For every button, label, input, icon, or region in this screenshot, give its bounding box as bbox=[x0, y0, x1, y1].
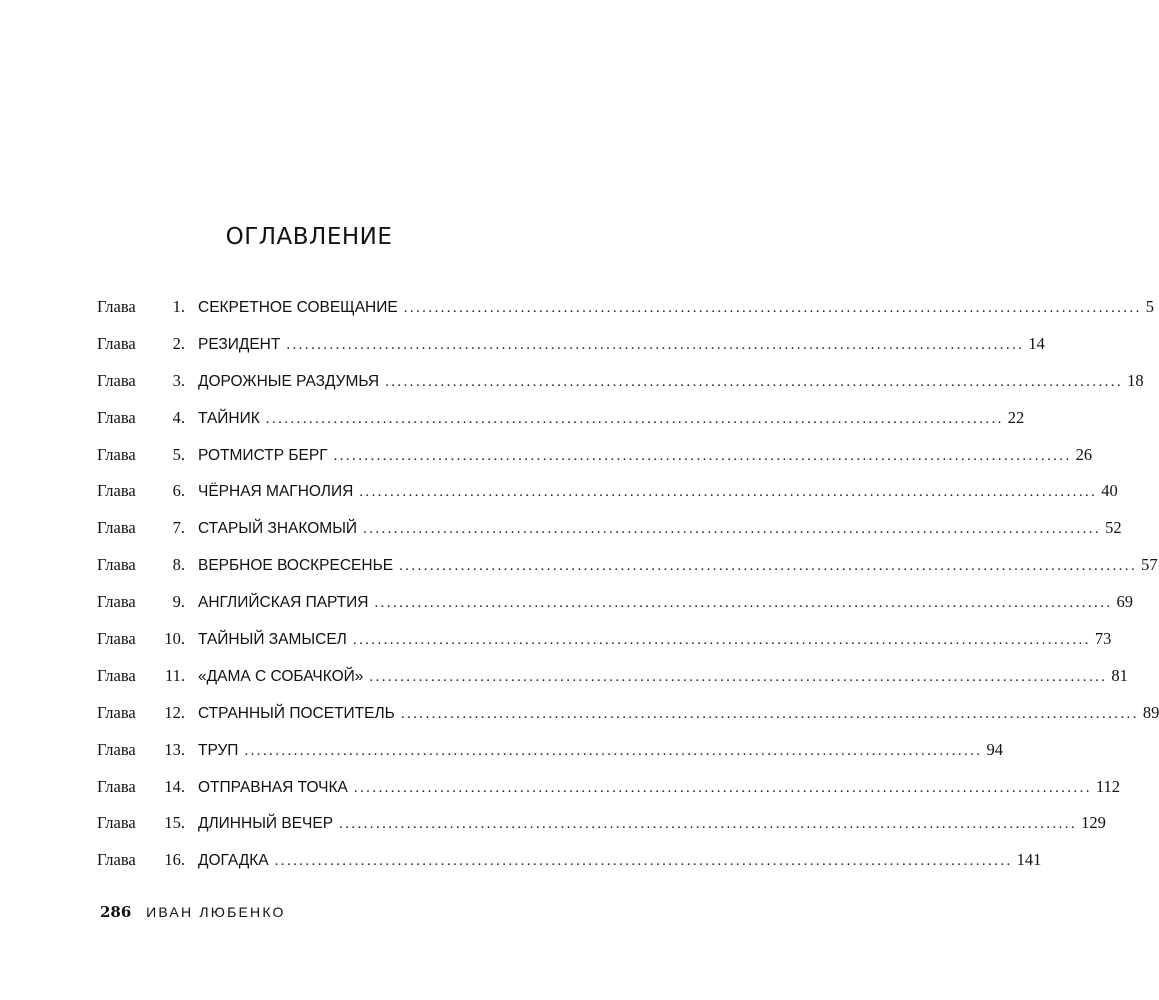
chapter-number: 2. bbox=[172, 333, 185, 353]
chapter-page-number: 129 bbox=[1081, 813, 1106, 833]
toc-entry bbox=[97, 555, 1158, 592]
toc-entry bbox=[97, 297, 1154, 334]
chapter-title: ДЛИННЫЙ ВЕЧЕР bbox=[198, 815, 334, 833]
dot-leader: ........................................................................................................................ bbox=[385, 373, 1124, 390]
dot-leader: ........................................................................................................................ bbox=[374, 595, 1113, 612]
chapter-number: 8. bbox=[172, 555, 185, 575]
dot-leader: ........................................................................................................................ bbox=[369, 668, 1108, 685]
toc-entry bbox=[97, 333, 1045, 371]
chapter-page-number: 18 bbox=[1127, 370, 1144, 390]
folio-page-number: 286 bbox=[100, 903, 132, 921]
page-footer bbox=[100, 903, 286, 921]
chapter-number: 12. bbox=[164, 702, 185, 722]
chapter-title: «ДАМА С СОБАЧКОЙ» bbox=[198, 667, 364, 685]
toc-entry bbox=[97, 850, 1042, 887]
chapter-title: ОТПРАВНАЯ ТОЧКА bbox=[198, 778, 348, 796]
chapter-title: СТАРЫЙ ЗНАКОМЫЙ bbox=[198, 520, 358, 538]
dot-leader: ........................................................................................................................ bbox=[244, 742, 983, 759]
chapter-word: Глава bbox=[97, 629, 136, 649]
chapter-title: ВЕРБНОЕ ВОСКРЕСЕНЬЕ bbox=[198, 557, 394, 575]
chapter-number: 16. bbox=[164, 850, 185, 870]
chapter-page-number: 141 bbox=[1016, 850, 1042, 870]
chapter-number: 15. bbox=[164, 813, 185, 833]
toc-entry bbox=[97, 407, 1025, 445]
dot-leader: ........................................................................................................................ bbox=[339, 816, 1078, 833]
chapter-title: РЕЗИДЕНТ bbox=[198, 335, 281, 353]
chapter-title: АНГЛИЙСКАЯ ПАРТИЯ bbox=[198, 594, 369, 612]
dot-leader: ........................................................................................................................ bbox=[353, 779, 1092, 796]
chapter-title: СТРАННЫЙ ПОСЕТИТЕЛЬ bbox=[198, 704, 395, 722]
chapter-title: РОТМИСТР БЕРГ bbox=[198, 446, 328, 464]
dot-leader: ........................................................................................................................ bbox=[333, 447, 1072, 464]
dot-leader: ........................................................................................................................ bbox=[400, 705, 1139, 722]
chapter-title: СЕКРЕТНОЕ СОВЕЩАНИЕ bbox=[198, 299, 398, 316]
chapter-word: Глава bbox=[97, 776, 136, 796]
toc-entry bbox=[97, 370, 1144, 408]
chapter-page-number: 40 bbox=[1101, 481, 1118, 501]
page-title: ОГЛАВЛЕНИЕ bbox=[225, 224, 393, 250]
chapter-number: 7. bbox=[172, 518, 185, 538]
dot-leader: ........................................................................................................................ bbox=[274, 853, 1013, 870]
chapter-title: ДОРОЖНЫЕ РАЗДУМЬЯ bbox=[198, 372, 380, 390]
chapter-word: Глава bbox=[97, 813, 136, 833]
chapter-number: 6. bbox=[172, 481, 185, 501]
toc-entry bbox=[97, 444, 1093, 482]
chapter-page-number: 69 bbox=[1116, 592, 1133, 612]
chapter-word: Глава bbox=[97, 297, 136, 316]
toc-entry bbox=[97, 813, 1106, 850]
chapter-word: Глава bbox=[97, 370, 136, 390]
toc-entry bbox=[97, 665, 1128, 703]
chapter-page-number: 73 bbox=[1094, 629, 1112, 649]
chapter-word: Глава bbox=[97, 518, 136, 538]
toc-entry bbox=[97, 629, 1112, 666]
dot-leader: ........................................................................................................................ bbox=[403, 300, 1142, 316]
chapter-title: ДОГАДКА bbox=[198, 852, 269, 870]
chapter-page-number: 52 bbox=[1105, 518, 1122, 538]
chapter-number: 3. bbox=[172, 370, 185, 390]
toc-entry bbox=[97, 518, 1122, 555]
chapter-number: 4. bbox=[172, 407, 185, 427]
running-head-author: ИВАН ЛЮБЕНКО bbox=[146, 904, 286, 920]
chapter-page-number: 94 bbox=[986, 739, 1003, 759]
chapter-number: 9. bbox=[172, 592, 185, 612]
toc-entry bbox=[97, 481, 1118, 518]
chapter-word: Глава bbox=[97, 850, 136, 870]
chapter-word: Глава bbox=[97, 592, 136, 612]
chapter-number: 10. bbox=[164, 629, 185, 649]
dot-leader: ........................................................................................................................ bbox=[363, 521, 1102, 538]
chapter-word: Глава bbox=[97, 702, 136, 722]
chapter-number: 1. bbox=[172, 297, 185, 316]
chapter-word: Глава bbox=[97, 444, 136, 464]
dot-leader: ........................................................................................................................ bbox=[352, 632, 1091, 649]
chapter-title: ТРУП bbox=[198, 741, 239, 759]
chapter-page-number: 14 bbox=[1028, 333, 1045, 353]
chapter-number: 11. bbox=[164, 665, 185, 685]
chapter-page-number: 5 bbox=[1145, 297, 1154, 316]
chapter-word: Глава bbox=[97, 481, 136, 501]
table-of-contents bbox=[97, 297, 1159, 887]
chapter-word: Глава bbox=[97, 407, 136, 427]
toc-entry bbox=[97, 739, 1003, 777]
chapter-word: Глава bbox=[97, 333, 136, 353]
chapter-title: ТАЙНЫЙ ЗАМЫСЕЛ bbox=[198, 631, 347, 649]
chapter-page-number: 26 bbox=[1075, 444, 1093, 464]
chapter-word: Глава bbox=[97, 555, 136, 575]
chapter-word: Глава bbox=[97, 739, 136, 759]
chapter-word: Глава bbox=[97, 665, 136, 685]
chapter-page-number: 57 bbox=[1141, 555, 1158, 575]
toc-entry bbox=[97, 592, 1133, 629]
dot-leader: ........................................................................................................................ bbox=[399, 558, 1138, 575]
chapter-page-number: 89 bbox=[1142, 702, 1159, 722]
toc-entry bbox=[97, 702, 1159, 740]
toc-entry bbox=[97, 776, 1121, 814]
chapter-number: 5. bbox=[172, 444, 185, 464]
chapter-page-number: 81 bbox=[1111, 665, 1128, 685]
chapter-title: ТАЙНИК bbox=[198, 409, 260, 427]
dot-leader: ........................................................................................................................ bbox=[359, 484, 1098, 501]
dot-leader: ........................................................................................................................ bbox=[286, 336, 1025, 353]
chapter-page-number: 112 bbox=[1095, 776, 1121, 796]
dot-leader: ........................................................................................................................ bbox=[265, 410, 1004, 427]
chapter-title: ЧЁРНАЯ МАГНОЛИЯ bbox=[198, 483, 354, 501]
chapter-page-number: 22 bbox=[1007, 407, 1025, 427]
chapter-number: 13. bbox=[164, 739, 185, 759]
chapter-number: 14. bbox=[164, 776, 185, 796]
